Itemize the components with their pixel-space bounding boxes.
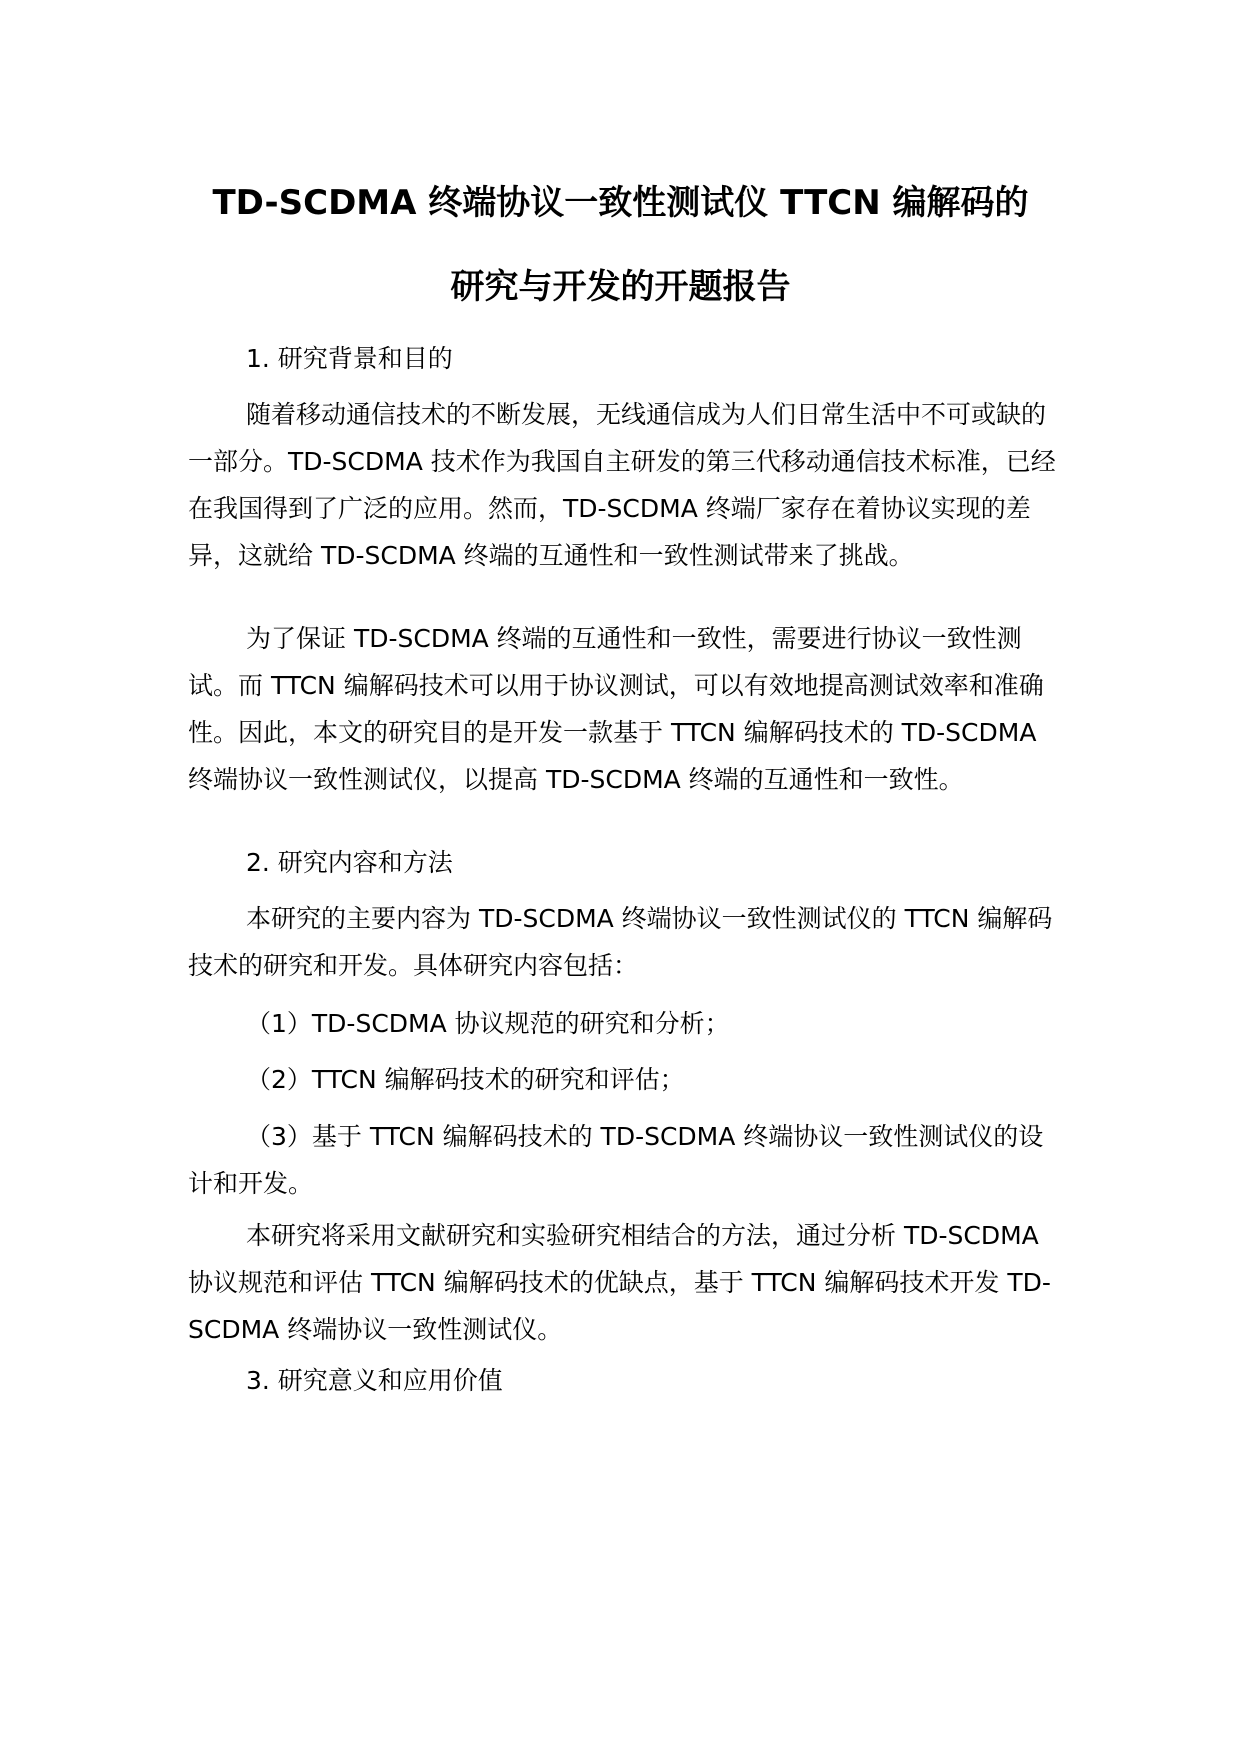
section-2-list-item-2: （2）TTCN 编解码技术的研究和评估； [246, 1065, 685, 1094]
section-2-paragraph-2: 本研究将采用文献研究和实验研究相结合的方法，通过分析 TD-SCDMA 协议规范和评估 TTCN 编解码技术的优缺点，基于 TTCN 编解码技术开发 TD-SCDMA 终端协议一致性测试仪。 [188, 1221, 1051, 1344]
section-1-paragraph-2: 为了保证 TD-SCDMA 终端的互通性和一致性，需要进行协议一致性测试。而 TTCN 编解码技术可以用于协议测试，可以有效地提高测试效率和准确性。因此，本文的研究目的是开发一款基于 TTCN 编解码技术的 TD-SCDMA 终端协议一致性测试仪，以提高 TD-SCDMA 终端的互通性和一致性。 [188, 624, 1044, 794]
section-1-heading: 1. 研究背景和目的 [246, 344, 453, 373]
section-2-paragraph-1: 本研究的主要内容为 TD-SCDMA 终端协议一致性测试仪的 TTCN 编解码技术的研究和开发。具体研究内容包括： [188, 904, 1053, 980]
section-2-heading: 2. 研究内容和方法 [246, 848, 453, 877]
section-3-heading: 3. 研究意义和应用价值 [246, 1366, 503, 1395]
document-title-line-2: 研究与开发的开题报告 [450, 267, 791, 307]
section-1-paragraph-1: 随着移动通信技术的不断发展，无线通信成为人们日常生活中不可或缺的一部分。TD-SCDMA 技术作为我国自主研发的第三代移动通信技术标准，已经在我国得到了广泛的应用。然而，TD-SCDMA 终端厂家存在着协议实现的差异，这就给 TD-SCDMA 终端的互通性和一致性测试带来了挑战。 [188, 400, 1056, 570]
document-title-line-1: TD-SCDMA 终端协议一致性测试仪 TTCN 编解码的 [212, 183, 1029, 223]
section-2-list-item-1: （1）TD-SCDMA 协议规范的研究和分析； [246, 1009, 730, 1038]
section-2-list-item-3: （3）基于 TTCN 编解码技术的 TD-SCDMA 终端协议一致性测试仪的设计和开发。 [188, 1122, 1044, 1198]
